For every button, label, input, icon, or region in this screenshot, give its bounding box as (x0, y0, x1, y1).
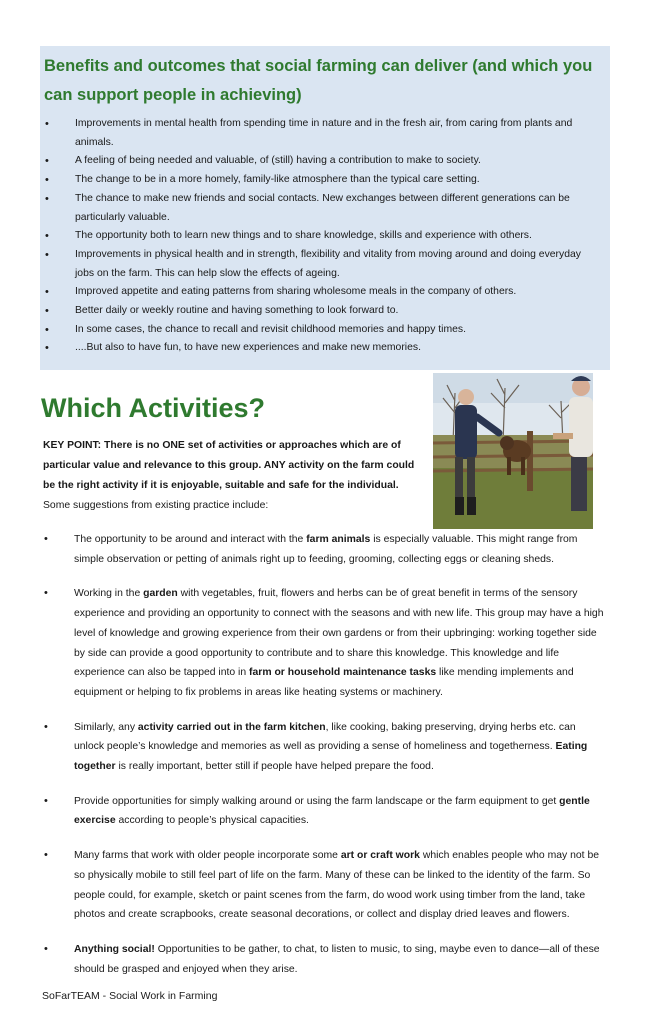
activities-list (42, 530, 608, 979)
section-heading: Which Activities? (41, 393, 266, 423)
list-item: • The change to be in a more homely, family-like atmosphere than the typical care setting. (44, 171, 602, 190)
farm-photo (433, 373, 593, 529)
page-footer: SoFarTEAM - Social Work in Farming (42, 990, 218, 1002)
list-item: • Improved appetite and eating patterns from sharing wholesome meals in the company of others. (44, 283, 602, 302)
list-item: • Working in the garden with vegetables, fruit, flowers and herbs can be of great benefit in terms of the sensory experience and providing an opportunity to connect with the seasons and with new life. This group may have a high level of knowledge and growing experience from their own gardens or from their upbringing: working together side by side can provide a good opportunity to contribute and to share this knowledge. This knowledge and life experience can also be tapped into in farm or household maintenance tasks like mending implements and equipment or helping to fix problems in areas like heating systems or machinery. (42, 584, 608, 702)
list-item: • ....But also to have fun, to have new experiences and make new memories. (44, 339, 602, 358)
benefits-title: Benefits and outcomes that social farming can deliver (and which you can support people in achieving) (44, 57, 593, 104)
list-item: • A feeling of being needed and valuable, of (still) having a contribution to make to society. (44, 152, 602, 171)
list-item: • The chance to make new friends and social contacts. New exchanges between different generations can be particularly valuable. (44, 190, 602, 227)
farm-photo-image (433, 373, 593, 529)
key-point-paragraph (43, 436, 423, 516)
list-item: • Improvements in mental health from spending time in nature and in the fresh air, from caring from plants and animals. (44, 115, 602, 152)
key-point-rest: Some suggestions from existing practice include: (43, 500, 269, 511)
activities-list-container (42, 530, 608, 994)
list-item: • The opportunity to be around and interact with the farm animals is especially valuable. This might range from simple observation or petting of animals right up to feeding, grooming, collecting eggs or cleaning sheds. (42, 530, 608, 569)
list-item: • In some cases, the chance to recall and revisit childhood memories and happy times. (44, 321, 602, 340)
benefits-list (44, 115, 602, 358)
benefits-box (40, 46, 610, 370)
list-item: • Similarly, any activity carried out in the farm kitchen, like cooking, baking preserving, drying herbs etc. can unlock people’s knowledge and memories as well as providing a sense of homeliness and togetherness. Eating together is really important, better still if people have helped prepare the food. (42, 718, 608, 777)
list-item: • Anything social! Opportunities to be gather, to chat, to listen to music, to sing, maybe even to dance—all of these should be grasped and enjoyed when they arise. (42, 940, 608, 979)
key-point-bold: KEY POINT: There is no ONE set of activities or approaches which are of particular value and relevance to this group. ANY activity on the farm could be the right activity if it is enjoyable, suitable and safe for the individual. (43, 440, 415, 491)
list-item: • The opportunity both to learn new things and to share knowledge, skills and experience with others. (44, 227, 602, 246)
list-item: • Provide opportunities for simply walking around or using the farm landscape or the farm equipment to get gentle exercise according to people’s physical capacities. (42, 792, 608, 831)
list-item: • Improvements in physical health and in strength, flexibility and vitality from moving around and doing everyday jobs on the farm. This can help slow the effects of ageing. (44, 246, 602, 283)
list-item: • Many farms that work with older people incorporate some art or craft work which enables people who may not be so physically mobile to still feel part of life on the farm. Many of these can be linked to the identity of the farm. So people could, for example, sketch or paint scenes from the farm, do wood work using timber from the land, take photos and create scrapbooks, create seasonal decorations, or collect and display dried leaves and flowers. (42, 846, 608, 925)
list-item: • Better daily or weekly routine and having something to look forward to. (44, 302, 602, 321)
